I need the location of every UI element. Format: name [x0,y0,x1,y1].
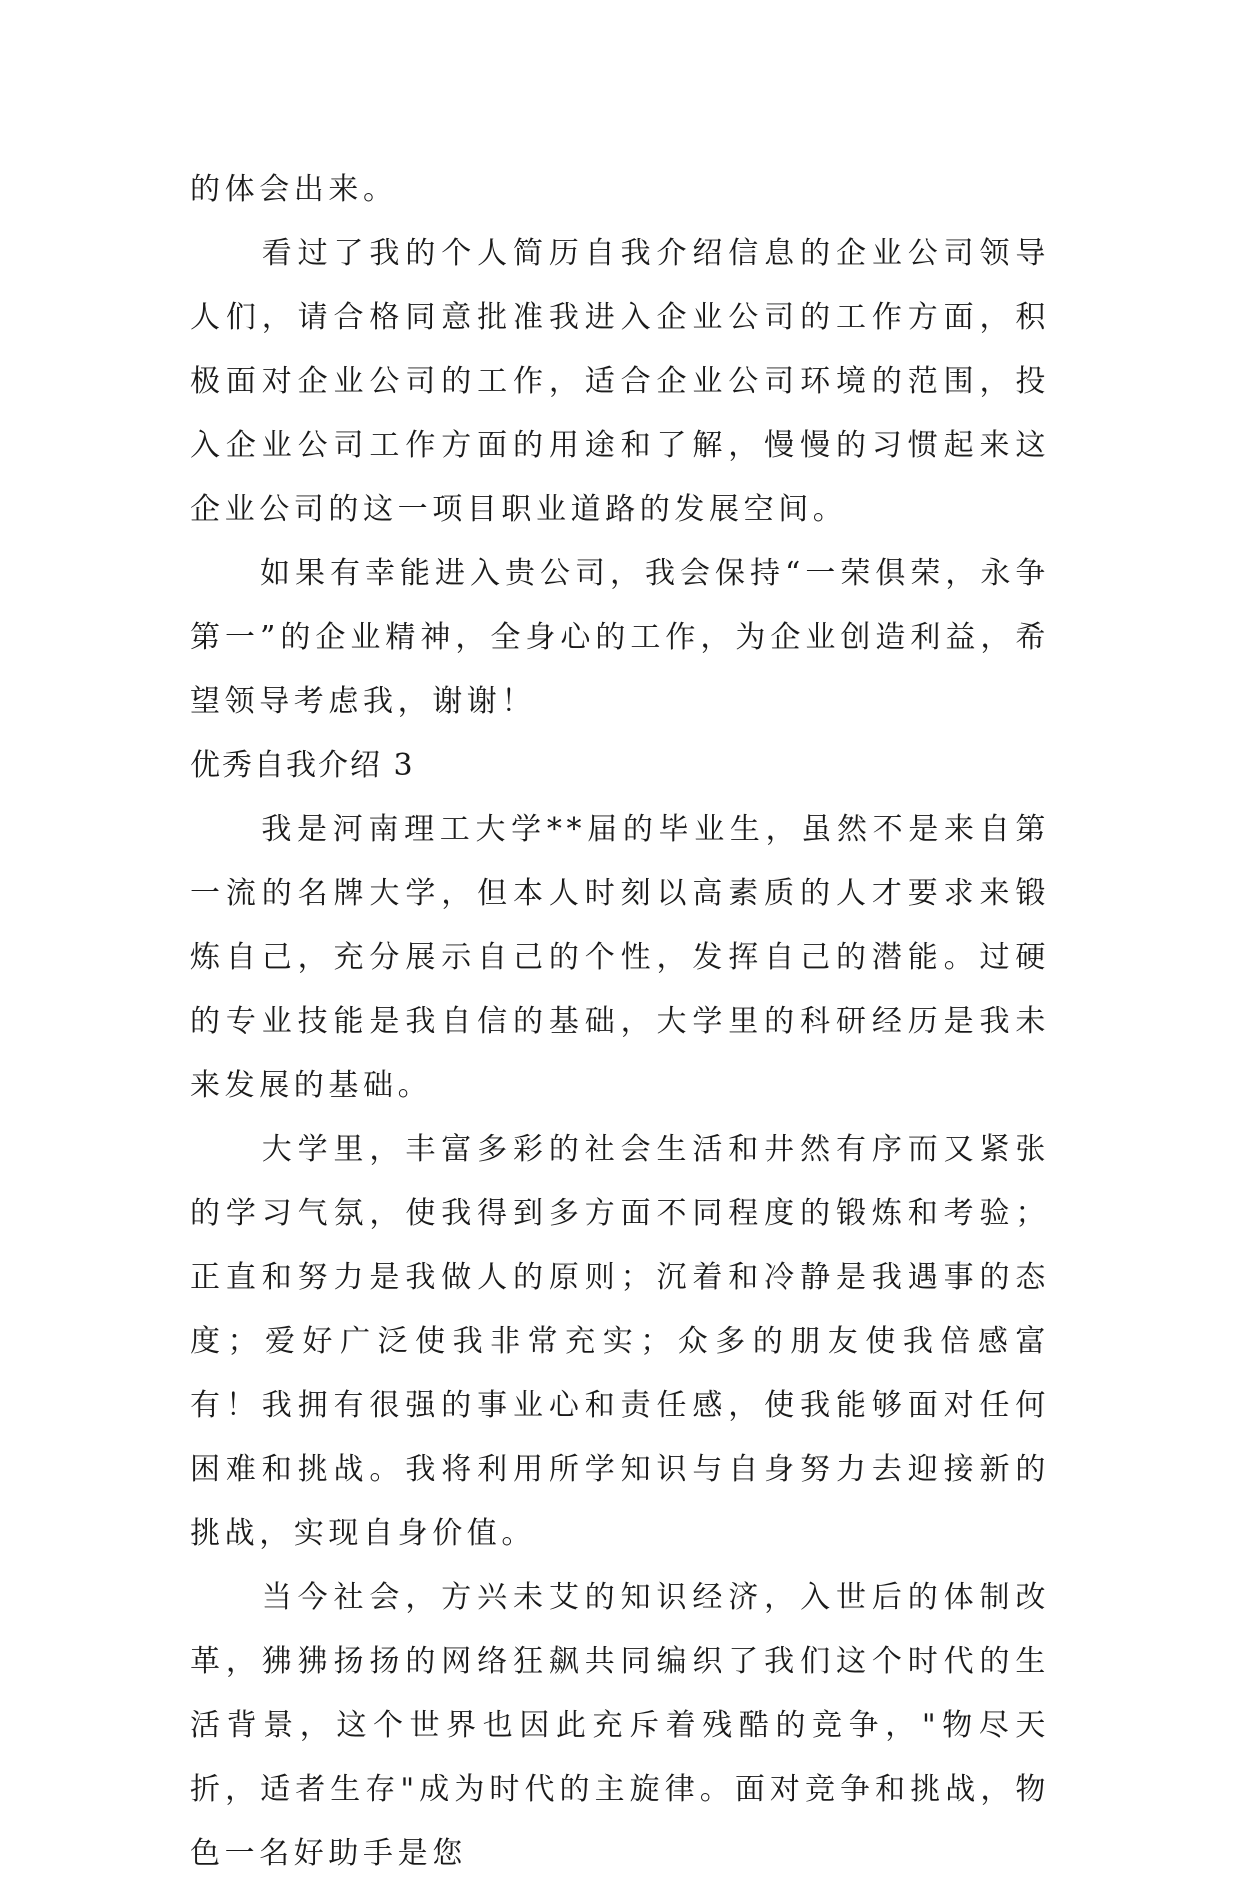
paragraph-1: 的体会出来。 [190,172,398,207]
paragraph-2: 看过了我的个人简历自我介绍信息的企业公司领导人们，请合格同意批准我进入企业公司的工作方面，积极面对企业公司的工作，适合企业公司环境的范围，投入企业公司工作方面的用途和了解，慢慢的习惯起来这企业公司的这一项目职业道路的发展空间。 [190,236,1050,527]
document-body [190,158,1050,1886]
section-paragraph-2: 大学里，丰富多彩的社会生活和井然有序而又紧张的学习气氛，使我得到多方面不同程度的锻炼和考验；正直和努力是我做人的原则；沉着和冷静是我遇事的态度；爱好广泛使我非常充实；众多的朋友使我倍感富有！我拥有很强的事业心和责任感，使我能够面对任何困难和挑战。我将利用所学知识与自身努力去迎接新的挑战，实现自身价值。 [190,1132,1050,1551]
section-paragraph-1: 我是河南理工大学**届的毕业生，虽然不是来自第一流的名牌大学，但本人时刻以高素质的人才要求来锻炼自己，充分展示自己的个性，发挥自己的潜能。过硬的专业技能是我自信的基础，大学里的科研经历是我未来发展的基础。 [190,812,1050,1103]
section-paragraph-3: 当今社会，方兴未艾的知识经济，入世后的体制改革，狒狒扬扬的网络狂飙共同编织了我们这个时代的生活背景，这个世界也因此充斥着残酷的竞争，"物尽天折，适者生存"成为时代的主旋律。面对竞争和挑战，物色一名好助手是您 [190,1580,1050,1871]
section-heading: 优秀自我介绍 3 [190,748,415,783]
paragraph-3: 如果有幸能进入贵公司，我会保持“一荣俱荣，永争第一”的企业精神，全身心的工作，为企业创造利益，希望领导考虑我，谢谢！ [190,556,1050,719]
